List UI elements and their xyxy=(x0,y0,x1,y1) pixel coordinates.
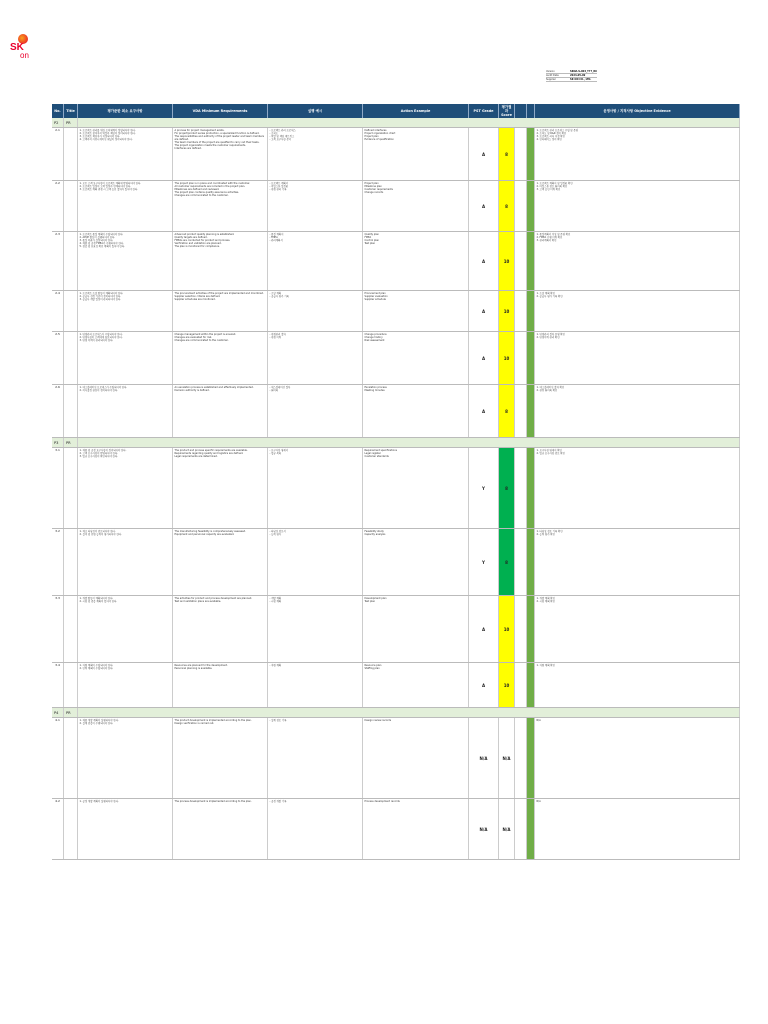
section-header xyxy=(52,118,740,128)
row-evidence: N/A xyxy=(535,799,740,859)
table-row xyxy=(52,799,740,860)
row-blank xyxy=(515,291,527,331)
row-blank xyxy=(515,332,527,384)
section-code: P4 xyxy=(52,708,64,717)
table-row xyxy=(52,181,740,232)
row-blank xyxy=(515,596,527,662)
row-req-en: The procurement activities of the project are implemented and monitored. Supplier selection criteria are defined. Supplier schedules are monitored. xyxy=(173,291,268,331)
meta-version-value: SKOA-S-004_T77_R0 xyxy=(570,70,597,73)
row-ex-ko: - 변경관리 절차 - 변경 이력 xyxy=(268,332,363,384)
row-grade: Y xyxy=(469,529,499,595)
section-header xyxy=(52,438,740,448)
row-no: 4.2 xyxy=(52,799,64,859)
row-grade: A xyxy=(469,128,499,180)
col-req-ko: 평가준한 최소 요구사항 xyxy=(78,104,173,118)
row-req-en: The product development is implemented according to the plan. Design verification is carried out. xyxy=(173,718,268,798)
row-no: 4.1 xyxy=(52,718,64,798)
row-tag xyxy=(527,385,535,437)
section-code: P3 xyxy=(52,438,64,447)
row-ex-ko: - 설계 검토 기록 xyxy=(268,718,363,798)
row-evidence: 1. 에스컬레이션 절차 확인 2. 관련 회의록 확인 xyxy=(535,385,740,437)
row-ex-en: Project plan Milestone plan Customer requirements Change records xyxy=(363,181,469,231)
row-no: 2.3 xyxy=(52,232,64,290)
row-ex-ko: - 품질 계획서 - FMEA - 관리계획서 xyxy=(268,232,363,290)
section-label: PR xyxy=(64,708,78,717)
section-label: PR xyxy=(64,118,78,127)
row-no: 2.5 xyxy=(52,332,64,384)
row-tag xyxy=(527,799,535,859)
table-row xyxy=(52,596,740,663)
row-req-en: Resources are planned for the development. Personnel planning is available. xyxy=(173,663,268,707)
row-title xyxy=(64,332,78,384)
col-tag xyxy=(527,104,535,118)
row-title xyxy=(64,385,78,437)
row-req-ko: 1. 제품 및 공정 요구사항이 정의되어야 한다. 2. 고객 요구사항이 반영되어야 한다. 3. 법규 요구사항이 확인되어야 한다. xyxy=(78,448,173,528)
row-score: N/A xyxy=(499,799,515,859)
row-score: 8 xyxy=(499,448,515,528)
row-no: 2.1 xyxy=(52,128,64,180)
row-no: 3.3 xyxy=(52,596,64,662)
row-tag xyxy=(527,529,535,595)
row-ex-en: Resource plan Staffing plan xyxy=(363,663,469,707)
row-tag xyxy=(527,181,535,231)
row-req-en: The activities for product and process development are planned. Test and validation plans are available. xyxy=(173,596,268,662)
table-row xyxy=(52,718,740,799)
row-req-ko: 1. 프로젝트 품질 계획이 수립되어야 한다. 2. APQP 활동이 실행되어야 한다. 3. 품질 목표가 설정되어야 한다. 4. 제품 및 공정 FMEA가 수행되어야 한다. 5. 검증 및 유효성 확인 계획이 있어야 한다. xyxy=(78,232,173,290)
row-req-en: An escalation process is established and effectively implemented. Decision authority is defined. xyxy=(173,385,268,437)
row-ex-ko: - 프로젝트 계획서 - 마일스톤 일정표 - 변경 관리 기록 xyxy=(268,181,363,231)
sk-on-logo xyxy=(10,42,50,64)
row-ex-en: Defined interfaces Project organization chart Project plan Evidence of qualification xyxy=(363,128,469,180)
row-req-ko: 1. 프로젝트 조달 활동이 계획되어야 한다. 2. 공급사 선정 기준이 정의되어야 한다. 3. 공급사 개발 일정이 관리되어야 한다. xyxy=(78,291,173,331)
row-no: 3.2 xyxy=(52,529,64,595)
row-blank xyxy=(515,448,527,528)
table-row xyxy=(52,332,740,385)
row-req-ko: 1. 모든 고객 요구사항이 프로젝트 계획에 반영되어야 한다. 2. 프로젝트 일정이 고객 일정과 연계되어야 한다. 3. 프로젝트 계획 변경 시 고객 승인 절차가 있어야 한다. xyxy=(78,181,173,231)
table-header xyxy=(52,104,740,118)
row-req-en: Advanced product quality planning is established. Quality targets are defined. FMEAs are conducted for product and process. Verification and validation are planned. The plan is monitored for compliance. xyxy=(173,232,268,290)
row-evidence: 1. 요구사항 명세서 확인 2. 법규 요구사항 검토 확인 xyxy=(535,448,740,528)
table-row xyxy=(52,232,740,291)
row-blank xyxy=(515,663,527,707)
table-row xyxy=(52,529,740,596)
row-title xyxy=(64,529,78,595)
row-tag xyxy=(527,448,535,528)
row-req-en: The product and process specific requirements are available. Requirements regarding quality and logistics are defined. Legal requirements are determined. xyxy=(173,448,268,528)
row-title xyxy=(64,799,78,859)
row-req-ko: 1. 에스컬레이션 프로세스가 수립되어야 한다. 2. 의사결정 권한이 정의되어야 한다. xyxy=(78,385,173,437)
row-tag xyxy=(527,332,535,384)
logo-sk: SK xyxy=(10,42,24,53)
row-grade: A xyxy=(469,663,499,707)
row-score: 8 xyxy=(499,529,515,595)
row-no: 3.4 xyxy=(52,663,64,707)
row-req-ko: 1. 개발 활동이 계획되어야 한다. 2. 시험 및 검증 계획이 있어야 한다. xyxy=(78,596,173,662)
row-evidence: N/A xyxy=(535,718,740,798)
meta-audit-value: 2024-05-09 xyxy=(570,74,586,77)
section-fill xyxy=(78,438,740,447)
row-grade: A xyxy=(469,332,499,384)
row-ex-en: Procurement plan Supplier evaluation Supplier schedule xyxy=(363,291,469,331)
row-req-ko: 1. 자원 계획이 수립되어야 한다. 2. 인력 계획이 수립되어야 한다. xyxy=(78,663,173,707)
row-tag xyxy=(527,291,535,331)
row-req-ko: 1. 공정 개발 계획이 실행되어야 한다. xyxy=(78,799,173,859)
row-grade: A xyxy=(469,291,499,331)
row-blank xyxy=(515,385,527,437)
row-title xyxy=(64,291,78,331)
row-blank xyxy=(515,232,527,290)
row-no: 2.4 xyxy=(52,291,64,331)
col-ex-en: Action Example xyxy=(363,104,469,118)
row-req-en: The manufacturing feasibility is comprehensively assessed. Equipment and personnel capacity are evaluated. xyxy=(173,529,268,595)
row-ex-en: Change procedure Change history Risk assessment xyxy=(363,332,469,384)
row-ex-ko: - 에스컬레이션 절차 - 회의록 xyxy=(268,385,363,437)
table-row xyxy=(52,663,740,708)
col-evidence: 운영사항 / 지적사항 Objective Evidence xyxy=(535,104,740,118)
col-pst-grade: PST Grade xyxy=(469,104,499,118)
row-grade: N/A xyxy=(469,718,499,798)
col-ex-ko: 실행 예시 xyxy=(268,104,363,118)
meta-supplier-label: Supplier xyxy=(546,78,556,81)
row-score: 10 xyxy=(499,596,515,662)
row-score: 10 xyxy=(499,232,515,290)
row-ex-en: Design review records xyxy=(363,718,469,798)
logo-on: on xyxy=(20,51,29,60)
col-req-en: VDA Minimum Requirements xyxy=(173,104,268,118)
row-score: 10 xyxy=(499,291,515,331)
row-evidence: 1. 프로젝트 계획서 및 일정표 확인 2. 마일스톤 검토 회의록 확인 3. 고객 승인 이력 확인 xyxy=(535,181,740,231)
col-score: 평가결과 Score xyxy=(499,104,515,118)
row-tag xyxy=(527,232,535,290)
row-evidence: 1. 품질계획서 작성 및 운영 확인 2. FMEA 수행 이력 확인 3. 관리계획서 확인 xyxy=(535,232,740,290)
row-ex-ko: - 자원 계획 xyxy=(268,663,363,707)
row-ex-ko: - 개발 계획 - 시험 계획 xyxy=(268,596,363,662)
row-blank xyxy=(515,181,527,231)
row-ex-en: Quality plan FMEA Control plan Test plan xyxy=(363,232,469,290)
col-no: No. xyxy=(52,104,64,118)
row-score: 8 xyxy=(499,181,515,231)
row-score: 8 xyxy=(499,128,515,180)
document-meta xyxy=(546,70,597,82)
row-title xyxy=(64,448,78,528)
row-title xyxy=(64,596,78,662)
row-ex-ko: - 프로젝트 관리 프로세스 - 조직도 - 역할 및 책임 매트릭스 - 고객 요구사항 문서 xyxy=(268,128,363,180)
row-evidence: 1. 조달 계획 확인 2. 공급사 평가 기록 확인 xyxy=(535,291,740,331)
row-title xyxy=(64,128,78,180)
table-row xyxy=(52,448,740,529)
row-evidence: 1. 개발 계획 확인 2. 시험 계획 확인 xyxy=(535,596,740,662)
section-fill xyxy=(78,708,740,717)
row-score: 10 xyxy=(499,332,515,384)
row-req-ko: 1. 프로젝트 관리를 위한 조직체계가 정립되어야 한다. 2. 프로젝트 참여자의 역할과 책임이 정의되어야 한다. 3. 프로젝트 책임자가 지정되어야 한다. 4. 고객과의 커뮤니케이션 채널이 정의되어야 한다. xyxy=(78,128,173,180)
section-label: PR xyxy=(64,438,78,447)
row-ex-en: Process development records xyxy=(363,799,469,859)
section-header xyxy=(52,708,740,718)
row-blank xyxy=(515,799,527,859)
meta-supplier-value: SK ON CO., LTD. xyxy=(570,78,592,81)
table-row xyxy=(52,385,740,438)
row-grade: A xyxy=(469,232,499,290)
row-tag xyxy=(527,663,535,707)
row-grade: A xyxy=(469,596,499,662)
row-grade: A xyxy=(469,385,499,437)
col-blank xyxy=(515,104,527,118)
row-title xyxy=(64,232,78,290)
section-code: P2 xyxy=(52,118,64,127)
row-evidence: 1. 타당성 검토 기록 확인 2. 능력 평가 확인 xyxy=(535,529,740,595)
row-evidence: 1. 자원 계획 확인 xyxy=(535,663,740,707)
row-blank xyxy=(515,718,527,798)
row-grade: A xyxy=(469,181,499,231)
row-ex-ko: - 요구사항 명세서 - 법규 목록 xyxy=(268,448,363,528)
row-evidence: 1. 변경관리 절차 운영 확인 2. 변경이력 관리 확인 xyxy=(535,332,740,384)
row-grade: Y xyxy=(469,448,499,528)
row-ex-ko: - 타당성 검토서 - 능력 평가 xyxy=(268,529,363,595)
row-evidence: 1. 프로젝트 관리 프로세스 수립 및 운영 2. 조직도 및 R&R 정의 확인 3. 프로젝트 리더 지정 확인 4. 인터페이스 정의 확인 xyxy=(535,128,740,180)
row-req-ko: 1. 변경관리 프로세스가 수립되어야 한다. 2. 변경사항이 고객에게 통보되어야 한다. 3. 변경 이력이 관리되어야 한다. xyxy=(78,332,173,384)
table-row xyxy=(52,291,740,332)
row-no: 2.6 xyxy=(52,385,64,437)
row-ex-en: Requirement specifications Legal register Customer standards xyxy=(363,448,469,528)
row-tag xyxy=(527,128,535,180)
row-req-ko: 1. 제조 타당성이 검토되어야 한다. 2. 설비 및 인원 능력이 평가되어야 한다. xyxy=(78,529,173,595)
row-no: 3.1 xyxy=(52,448,64,528)
row-title xyxy=(64,663,78,707)
row-no: 2.2 xyxy=(52,181,64,231)
row-req-en: Change management within the project is ensured. Changes are evaluated for risk. Changes are communicated to the customer. xyxy=(173,332,268,384)
row-blank xyxy=(515,128,527,180)
row-ex-en: Development plan Test plan xyxy=(363,596,469,662)
audit-sheet xyxy=(52,104,740,860)
row-blank xyxy=(515,529,527,595)
row-req-en: The project plan is in place and coordinated with the customer. All customer requirements are included in the project plan. Milestones are defined and reviewed. The project plan contains quality assurance activities. Changes are communicated to the customer. xyxy=(173,181,268,231)
row-title xyxy=(64,718,78,798)
row-tag xyxy=(527,596,535,662)
section-fill xyxy=(78,118,740,127)
row-score: N/A xyxy=(499,718,515,798)
row-req-ko: 1. 제품 개발 계획이 실행되어야 한다. 2. 설계 검증이 수행되어야 한다. xyxy=(78,718,173,798)
row-tag xyxy=(527,718,535,798)
row-title xyxy=(64,181,78,231)
row-score: 8 xyxy=(499,385,515,437)
row-ex-en: Feasibility study Capacity analysis xyxy=(363,529,469,595)
row-req-en: A process for project management exists. For project/product series production, a specialized function is defined. The responsibilities and authority of the project leader and team members are defined. The team members of the project are qualified to carry out their tasks. The project organization meets the customer requirements. Interfaces are defined. xyxy=(173,128,268,180)
meta-supplier xyxy=(546,78,597,82)
row-ex-ko: - 조달 계획 - 공급사 평가 기록 xyxy=(268,291,363,331)
table-row xyxy=(52,128,740,181)
table-body xyxy=(52,118,740,860)
col-title: Title xyxy=(64,104,78,118)
row-grade: N/A xyxy=(469,799,499,859)
meta-audit-label: Audit Date xyxy=(546,74,559,77)
meta-version-label: Version xyxy=(546,70,555,73)
row-ex-ko: - 공정 개발 기록 xyxy=(268,799,363,859)
row-ex-en: Escalation process Meeting minutes xyxy=(363,385,469,437)
row-req-en: The process development is implemented according to the plan. xyxy=(173,799,268,859)
row-score: 10 xyxy=(499,663,515,707)
